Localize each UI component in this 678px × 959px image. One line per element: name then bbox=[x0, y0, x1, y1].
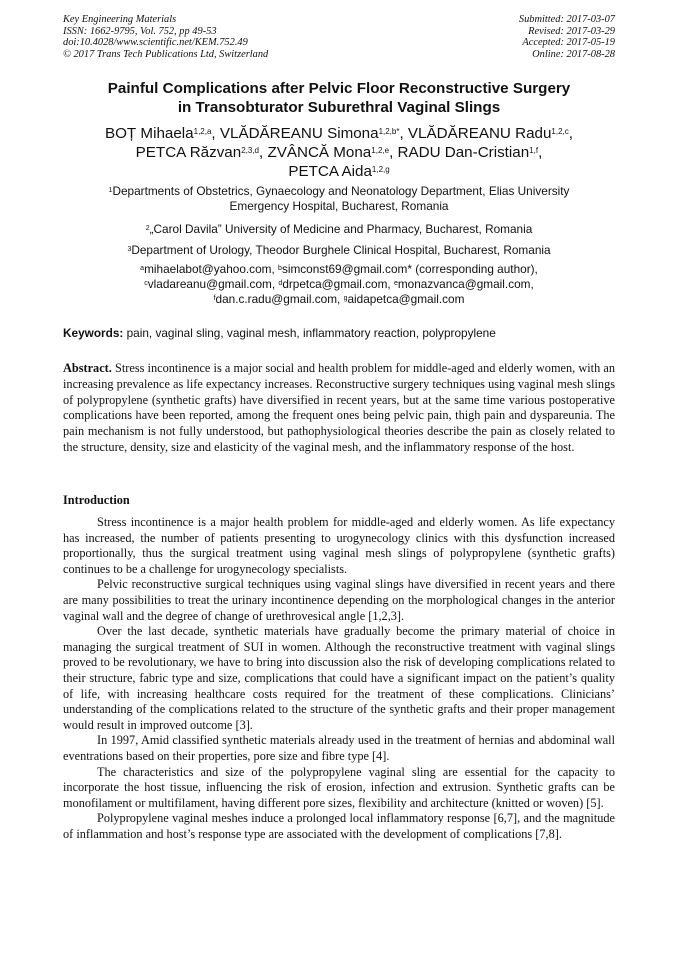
author-name: PETCA Aida bbox=[288, 163, 372, 180]
author-affiliation-mark: 1,2,c bbox=[551, 127, 569, 136]
affiliation-mark: 1 bbox=[108, 187, 113, 194]
publication-dates bbox=[519, 14, 615, 60]
introduction-body bbox=[63, 515, 615, 842]
title-line-1: Painful Complications after Pelvic Floor Reconstructive Surgery bbox=[107, 80, 571, 97]
affiliation-text: „Carol Davila” University of Medicine and Pharmacy, Bucharest, Romania bbox=[149, 222, 533, 236]
keywords-text: pain, vaginal sling, vaginal mesh, inflammatory reaction, polypropylene bbox=[123, 326, 496, 340]
journal-info bbox=[63, 14, 268, 60]
journal-doi: doi:10.4028/www.scientific.net/KEM.752.49 bbox=[63, 37, 248, 48]
paragraph: Over the last decade, synthetic materials have gradually become the primary material of choice in managing the surgical treatment of SUI in women. Although the reconstructive treatment with vaginal slings proved to be revolutionary, we have to bring into discussion also the risk of developing complications related to their structure, fabric type and size, complications that could have a significant impact on the patient’s quality of life, with increasing healthcare costs required for the treatment of these complications. Clinicians’ understanding of the complications related to the structure of the synthetic grafts and their proper management would result in improved outcome [3]. bbox=[63, 624, 615, 732]
author-affiliation-mark: 1,2,b* bbox=[378, 127, 400, 136]
date-accepted: Accepted: 2017-05-19 bbox=[522, 37, 615, 48]
date-revised: Revised: 2017-03-29 bbox=[528, 25, 615, 37]
author-name: PETCA Răzvan bbox=[135, 144, 242, 161]
email-e[interactable]: monazvanca@gmail.com, bbox=[397, 277, 534, 291]
author-name: RADU Dan-Cristian bbox=[397, 144, 530, 161]
author-list: BOȚ Mihaela$^{1,2,a}$, VLĂDĂREANU Simona$^{1,2,b*}$, VLĂDĂREANU Radu$^{1,2,c}$, PETCA Răzvan$^{2,3,d}$, ZVÂNCĂ Mona$^{1,2,e}$, RADU Dan-Cristian$^{1,f}$, PETCA Aida$^{1,2,g}$ bbox=[104, 125, 573, 180]
affiliation-1 bbox=[70, 184, 608, 214]
author-name: BOȚ Mihaela bbox=[104, 125, 194, 142]
author-affiliation-mark: 1,2,a bbox=[193, 127, 212, 136]
keywords-label: Keywords: bbox=[63, 326, 124, 340]
paragraph: The characteristics and size of the polypropylene vaginal sling are essential for the capacity to incorporate the host tissue, influencing the risk of erosion, infection and extrusion. Synthetic grafts can be monofilament or multifilament, having different pore sizes, flexibility and architecture (knitted or woven) [5]. bbox=[63, 764, 615, 810]
author-affiliation-mark: 1,2,e bbox=[371, 146, 390, 155]
abstract-label: Abstract. bbox=[63, 361, 112, 375]
affiliation-mark: 3 bbox=[127, 246, 132, 253]
author-emails: $^a$mihaelabot@yahoo.com, $^b$simconst69@gmail.com* (corresponding author), $^c$vladareanu@gmail.com, $^d$drpetca@gmail.com, $^e$monazvanca@gmail.com, $^f$dan.c.radu@gmail.com, $^g$aidapetca@gmail.com bbox=[140, 262, 538, 306]
email-b[interactable]: simconst69@gmail.com* (corresponding author), bbox=[281, 262, 538, 276]
email-g[interactable]: aidapetca@gmail.com bbox=[347, 292, 465, 306]
date-submitted: Submitted: 2017-03-07 bbox=[518, 14, 615, 25]
journal-issn: ISSN: 1662-9795, Vol. 752, pp 49-53 bbox=[63, 25, 217, 37]
affiliation-3 bbox=[70, 243, 608, 258]
author-name: VLĂDĂREANU Radu bbox=[407, 125, 552, 142]
date-online: Online: 2017-08-28 bbox=[532, 48, 615, 60]
paper-title bbox=[60, 80, 618, 117]
paragraph: Stress incontinence is a major health problem for middle-aged and elderly women. As life expectancy has increased, the number of patients presenting to urogynecology clinics with this dysfunction increased proportionally, thus the surgical treatment using vaginal mesh slings of polypropylene (synthetic grafts) continues to be a challenge for urogynecology specialists. bbox=[63, 515, 615, 576]
email-f[interactable]: dan.c.radu@gmail.com, bbox=[215, 292, 341, 306]
abstract-text: Stress incontinence is a major social and health problem for middle-aged and elderly women, with an increasing prevalence as life expectancy increases. Reconstructive surgery techniques using vaginal mesh slings of polypropylene (synthetic grafts) have diversified in recent years, but at the same time various postoperative complications have been reported, among the frequent ones being pelvic pain, thigh pain and dyspareunia. The pain mechanism is not fully understood, but pathophysiological theories describe the pain as closely related to the structure, density, size and elasticity of the vaginal mesh, and the inflammatory response of the host. bbox=[63, 361, 615, 454]
journal-name: Key Engineering Materials bbox=[63, 14, 177, 25]
paragraph: Pelvic reconstructive surgical techniques using vaginal slings have diversified in recent years and there are many possibilities to treat the urinary incontinence depending on the morphological changes in the anterior vaginal wall and the degree of change of urethrovesical angle [1,2,3]. bbox=[63, 577, 615, 623]
email-a[interactable]: mihaelabot@yahoo.com, bbox=[144, 262, 275, 276]
affiliation-2 bbox=[70, 222, 608, 237]
affiliation-mark: 2 bbox=[145, 225, 150, 232]
author-affiliation-mark: 2,3,d bbox=[241, 146, 259, 155]
email-d[interactable]: drpetca@gmail.com, bbox=[282, 277, 391, 291]
paragraph: Polypropylene vaginal meshes induce a prolonged local inflammatory response [6,7], and the magnitude of inflammation and host’s response type are associated with the development of complications [7,8]. bbox=[63, 811, 615, 841]
affiliation-text: Departments of Obstetrics, Gynaecology and Neonatology Department, Elias University bbox=[112, 184, 570, 198]
abstract bbox=[63, 361, 615, 456]
author-affiliation-mark: 1,2,g bbox=[371, 165, 390, 174]
author-affiliation-mark: 1,f bbox=[529, 146, 539, 155]
section-heading-introduction: Introduction bbox=[63, 493, 130, 507]
affiliation-text: Department of Urology, Theodor Burghele Clinical Hospital, Bucharest, Romania bbox=[131, 243, 551, 257]
email-c[interactable]: vladareanu@gmail.com, bbox=[147, 277, 276, 291]
affiliation-text: Emergency Hospital, Bucharest, Romania bbox=[229, 199, 449, 213]
title-line-2: in Transobturator Suburethral Vaginal Slings bbox=[177, 98, 501, 116]
keywords bbox=[63, 326, 615, 341]
author-name: VLĂDĂREANU Simona bbox=[219, 125, 379, 142]
journal-copyright: © 2017 Trans Tech Publications Ltd, Switzerland bbox=[63, 48, 269, 60]
author-name: ZVÂNCĂ Mona bbox=[267, 144, 372, 161]
paragraph: In 1997, Amid classified synthetic materials already used in the treatment of hernias and abdominal wall eventrations based on their properties, pore size and fibre type [4]. bbox=[63, 733, 615, 763]
